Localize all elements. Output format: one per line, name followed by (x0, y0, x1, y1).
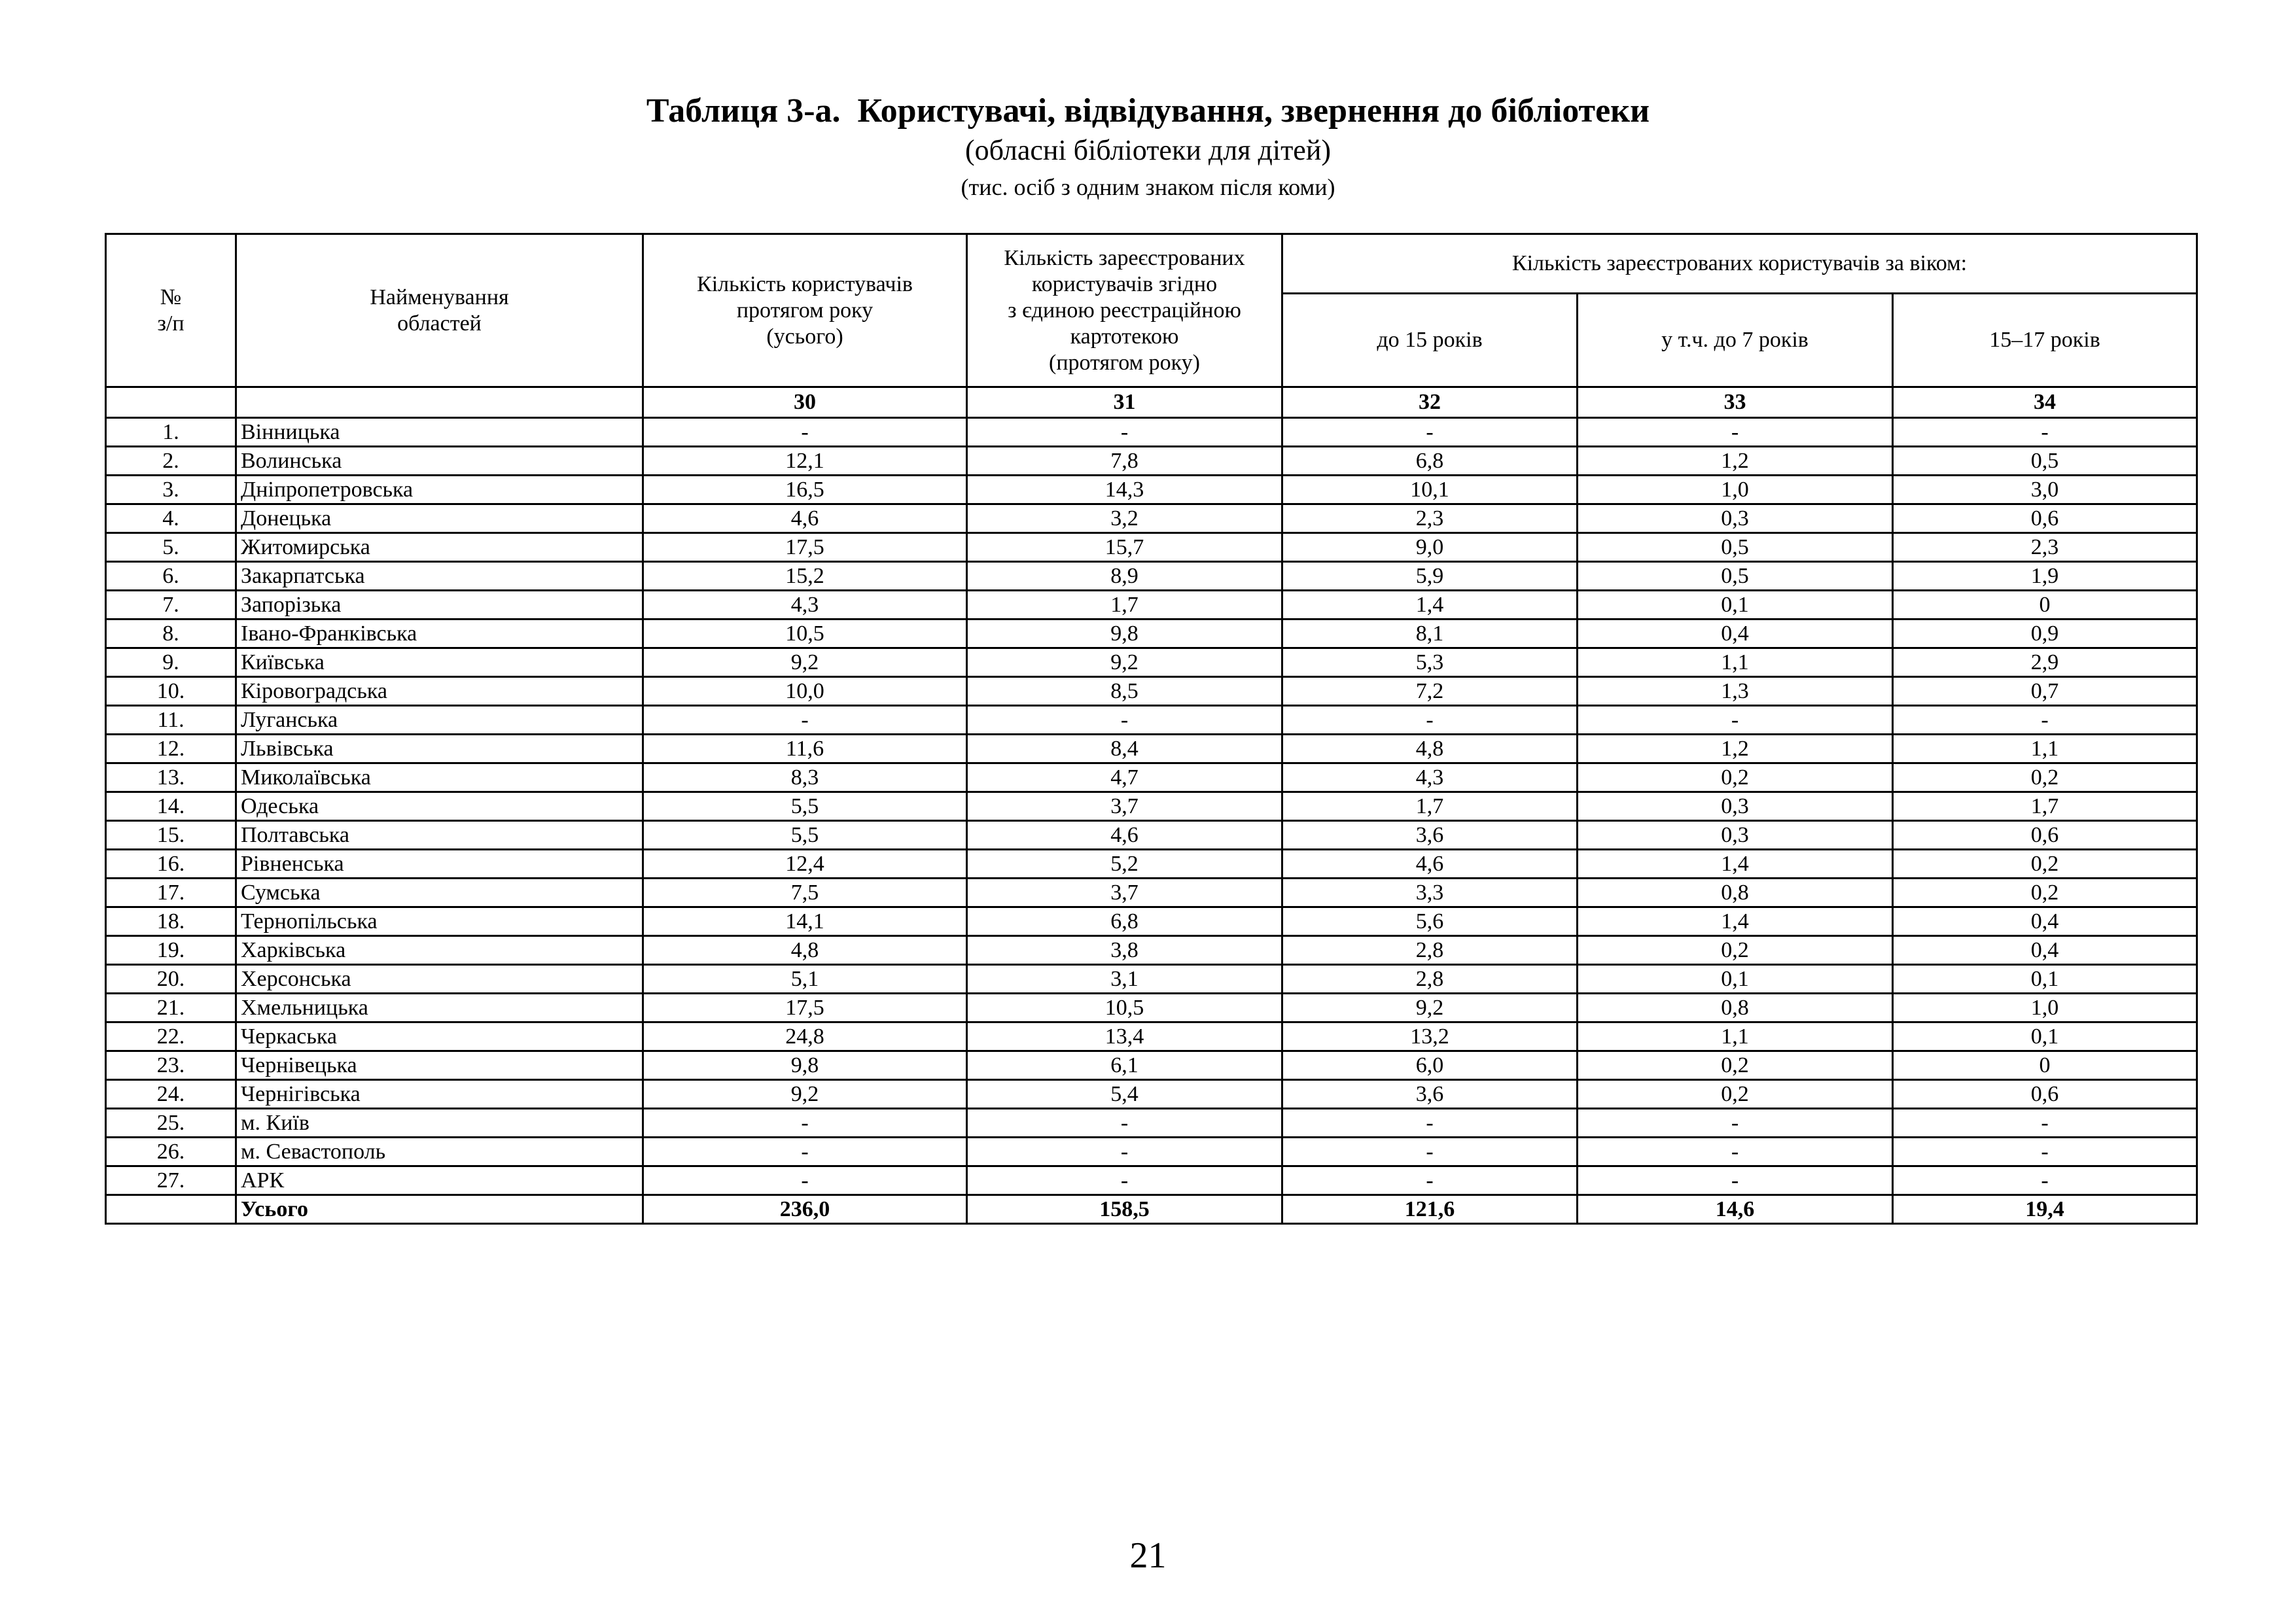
value-cell: - (967, 1138, 1282, 1166)
header-region: Найменування областей (236, 234, 643, 387)
value-cell: 0,1 (1578, 591, 1893, 620)
header-under-7: у т.ч. до 7 років (1578, 294, 1893, 387)
table-row (106, 562, 2197, 591)
table-row (106, 620, 2197, 648)
value-cell: 14,1 (643, 907, 967, 936)
region-name: Львівська (236, 735, 643, 763)
column-number: 30 (643, 387, 967, 418)
value-cell: 0,8 (1578, 994, 1893, 1022)
region-name: Луганська (236, 706, 643, 735)
value-cell: 1,7 (1282, 792, 1578, 821)
value-cell: 6,8 (967, 907, 1282, 936)
region-name: Тернопільська (236, 907, 643, 936)
value-cell: - (967, 706, 1282, 735)
value-cell: 12,1 (643, 447, 967, 476)
row-number: 26. (106, 1138, 236, 1166)
value-cell: - (643, 1109, 967, 1138)
region-name: Миколаївська (236, 763, 643, 792)
value-cell: 5,9 (1282, 562, 1578, 591)
value-cell: 0,5 (1893, 447, 2197, 476)
value-cell: 8,9 (967, 562, 1282, 591)
value-cell: 0,3 (1578, 504, 1893, 533)
column-number: 33 (1578, 387, 1893, 418)
row-number: 13. (106, 763, 236, 792)
row-number: 22. (106, 1022, 236, 1051)
value-cell: - (1282, 1109, 1578, 1138)
region-name: Київська (236, 648, 643, 677)
data-table (105, 233, 2198, 1225)
table-row (106, 965, 2197, 994)
value-cell: 8,1 (1282, 620, 1578, 648)
value-cell: - (1578, 1138, 1893, 1166)
header-blank-num (106, 387, 236, 418)
value-cell: - (643, 418, 967, 447)
table-row (106, 763, 2197, 792)
row-number: 14. (106, 792, 236, 821)
value-cell: 0,1 (1893, 965, 2197, 994)
value-cell: 3,6 (1282, 1080, 1578, 1109)
table-row (106, 706, 2197, 735)
value-cell: 3,7 (967, 792, 1282, 821)
row-number: 4. (106, 504, 236, 533)
value-cell: 4,6 (1282, 850, 1578, 879)
table-row (106, 879, 2197, 907)
region-name: Запорізька (236, 591, 643, 620)
value-cell: 0,4 (1893, 907, 2197, 936)
value-cell: 6,1 (967, 1051, 1282, 1080)
row-number: 1. (106, 418, 236, 447)
value-cell: 1,0 (1578, 476, 1893, 504)
region-name: Сумська (236, 879, 643, 907)
value-cell: - (1893, 706, 2197, 735)
table-row (106, 648, 2197, 677)
value-cell: 0,6 (1893, 1080, 2197, 1109)
value-cell: 4,3 (1282, 763, 1578, 792)
total-value-cell: 121,6 (1282, 1195, 1578, 1224)
value-cell: 0,8 (1578, 879, 1893, 907)
value-cell: 4,8 (643, 936, 967, 965)
header-under-15: до 15 років (1282, 294, 1578, 387)
row-number: 3. (106, 476, 236, 504)
total-row (106, 1195, 2197, 1224)
row-number: 6. (106, 562, 236, 591)
value-cell: 9,8 (643, 1051, 967, 1080)
value-cell: 14,3 (967, 476, 1282, 504)
value-cell: 0,2 (1578, 1080, 1893, 1109)
row-number: 8. (106, 620, 236, 648)
value-cell: 2,8 (1282, 965, 1578, 994)
table-row (106, 677, 2197, 706)
column-number: 31 (967, 387, 1282, 418)
value-cell: 0,2 (1893, 850, 2197, 879)
table-row (106, 994, 2197, 1022)
value-cell: 9,2 (643, 648, 967, 677)
row-number: 24. (106, 1080, 236, 1109)
value-cell: - (643, 1138, 967, 1166)
value-cell: 8,4 (967, 735, 1282, 763)
value-cell: 9,0 (1282, 533, 1578, 562)
value-cell: 0,6 (1893, 504, 2197, 533)
table-row (106, 1051, 2197, 1080)
value-cell: 9,2 (1282, 994, 1578, 1022)
table-row (106, 936, 2197, 965)
value-cell: 9,8 (967, 620, 1282, 648)
region-name: Чернігівська (236, 1080, 643, 1109)
value-cell: 2,3 (1893, 533, 2197, 562)
region-name: Одеська (236, 792, 643, 821)
value-cell: 8,5 (967, 677, 1282, 706)
header-users-total: Кількість користувачів протягом року (усього) (643, 234, 967, 387)
table-row (106, 533, 2197, 562)
value-cell: 3,0 (1893, 476, 2197, 504)
page-number: 21 (1129, 1535, 1167, 1576)
row-number: 9. (106, 648, 236, 677)
value-cell: 0,3 (1578, 821, 1893, 850)
value-cell: 7,5 (643, 879, 967, 907)
value-cell: - (967, 1109, 1282, 1138)
row-number: 15. (106, 821, 236, 850)
region-name: Полтавська (236, 821, 643, 850)
value-cell: 12,4 (643, 850, 967, 879)
column-number: 34 (1893, 387, 2197, 418)
value-cell: - (1893, 1166, 2197, 1195)
value-cell: 9,2 (643, 1080, 967, 1109)
total-number (106, 1195, 236, 1224)
row-number: 17. (106, 879, 236, 907)
value-cell: 3,8 (967, 936, 1282, 965)
value-cell: - (1893, 1109, 2197, 1138)
page-title: Таблиця 3-а. Користувачі, відвідування, звернення до бібліотеки (646, 92, 1650, 130)
value-cell: - (967, 1166, 1282, 1195)
region-name: Кіровоградська (236, 677, 643, 706)
value-cell: 5,6 (1282, 907, 1578, 936)
value-cell: 1,2 (1578, 447, 1893, 476)
region-name: Хмельницька (236, 994, 643, 1022)
value-cell: 5,4 (967, 1080, 1282, 1109)
region-name: Івано-Франківська (236, 620, 643, 648)
value-cell: 0,9 (1893, 620, 2197, 648)
value-cell: 2,9 (1893, 648, 2197, 677)
value-cell: - (1893, 1138, 2197, 1166)
row-number: 12. (106, 735, 236, 763)
value-cell: 10,5 (967, 994, 1282, 1022)
value-cell: 2,3 (1282, 504, 1578, 533)
value-cell: 0,2 (1578, 1051, 1893, 1080)
value-cell: 6,8 (1282, 447, 1578, 476)
value-cell: 5,1 (643, 965, 967, 994)
value-cell: 2,8 (1282, 936, 1578, 965)
total-value-cell: 19,4 (1893, 1195, 2197, 1224)
value-cell: 17,5 (643, 533, 967, 562)
table-row (106, 1080, 2197, 1109)
region-name: м. Київ (236, 1109, 643, 1138)
row-number: 5. (106, 533, 236, 562)
value-cell: 0,1 (1578, 965, 1893, 994)
value-cell: 3,6 (1282, 821, 1578, 850)
row-number: 19. (106, 936, 236, 965)
value-cell: 4,6 (643, 504, 967, 533)
units-note: (тис. осіб з одним знаком після коми) (961, 174, 1335, 200)
region-name: Харківська (236, 936, 643, 965)
region-name: м. Севастополь (236, 1138, 643, 1166)
table-row (106, 1166, 2197, 1195)
header-by-age-group: Кількість зареєстрованих користувачів за віком: (1282, 234, 2197, 294)
value-cell: 11,6 (643, 735, 967, 763)
value-cell: - (1282, 706, 1578, 735)
value-cell: 13,4 (967, 1022, 1282, 1051)
table-row (106, 1022, 2197, 1051)
value-cell: 5,2 (967, 850, 1282, 879)
table-body (106, 418, 2197, 1224)
region-name: Волинська (236, 447, 643, 476)
table-row (106, 504, 2197, 533)
value-cell: 7,8 (967, 447, 1282, 476)
page-subtitle: (обласні бібліотеки для дітей) (964, 134, 1332, 166)
region-name: Вінницька (236, 418, 643, 447)
value-cell: 5,5 (643, 821, 967, 850)
value-cell: 4,3 (643, 591, 967, 620)
value-cell: 4,8 (1282, 735, 1578, 763)
value-cell: 1,1 (1578, 1022, 1893, 1051)
value-cell: 0 (1893, 1051, 2197, 1080)
region-name: Черкаська (236, 1022, 643, 1051)
value-cell: 1,1 (1893, 735, 2197, 763)
value-cell: 3,7 (967, 879, 1282, 907)
table-row (106, 1138, 2197, 1166)
value-cell: 1,1 (1578, 648, 1893, 677)
row-number: 23. (106, 1051, 236, 1080)
header-registered: Кількість зареєстрованих користувачів згідно з єдиною реєстраційною картотекою (протягом року) (967, 234, 1282, 387)
value-cell: 17,5 (643, 994, 967, 1022)
value-cell: - (1578, 418, 1893, 447)
header-age-15-17: 15–17 років (1893, 294, 2197, 387)
value-cell: 15,7 (967, 533, 1282, 562)
row-number: 7. (106, 591, 236, 620)
value-cell: 10,1 (1282, 476, 1578, 504)
title-block (0, 90, 2296, 203)
table-row (106, 850, 2197, 879)
region-name: Житомирська (236, 533, 643, 562)
total-value-cell: 158,5 (967, 1195, 1282, 1224)
value-cell: 1,9 (1893, 562, 2197, 591)
region-name: Дніпропетровська (236, 476, 643, 504)
value-cell: 0,2 (1893, 763, 2197, 792)
value-cell: - (643, 1166, 967, 1195)
table-row (106, 476, 2197, 504)
table-row (106, 1109, 2197, 1138)
row-number: 16. (106, 850, 236, 879)
row-number: 18. (106, 907, 236, 936)
header-blank-region (236, 387, 643, 418)
value-cell: 1,7 (1893, 792, 2197, 821)
region-name: Херсонська (236, 965, 643, 994)
row-number: 2. (106, 447, 236, 476)
value-cell: - (967, 418, 1282, 447)
value-cell: 15,2 (643, 562, 967, 591)
region-name: АРК (236, 1166, 643, 1195)
value-cell: 0,4 (1893, 936, 2197, 965)
value-cell: 0,2 (1893, 879, 2197, 907)
table-row (106, 735, 2197, 763)
region-name: Донецька (236, 504, 643, 533)
value-cell: - (1578, 1109, 1893, 1138)
value-cell: - (1282, 1166, 1578, 1195)
value-cell: - (643, 706, 967, 735)
table-header (106, 234, 2197, 418)
value-cell: 5,5 (643, 792, 967, 821)
total-value-cell: 236,0 (643, 1195, 967, 1224)
column-number: 32 (1282, 387, 1578, 418)
value-cell: 1,0 (1893, 994, 2197, 1022)
value-cell: 16,5 (643, 476, 967, 504)
value-cell: 13,2 (1282, 1022, 1578, 1051)
value-cell: 0,4 (1578, 620, 1893, 648)
value-cell: 0 (1893, 591, 2197, 620)
row-number: 21. (106, 994, 236, 1022)
value-cell: 10,5 (643, 620, 967, 648)
total-value-cell: 14,6 (1578, 1195, 1893, 1224)
value-cell: 0,5 (1578, 562, 1893, 591)
value-cell: - (1578, 706, 1893, 735)
region-name: Закарпатська (236, 562, 643, 591)
value-cell: 3,2 (967, 504, 1282, 533)
region-name: Рівненська (236, 850, 643, 879)
total-label: Усього (236, 1195, 643, 1224)
value-cell: 9,2 (967, 648, 1282, 677)
row-number: 25. (106, 1109, 236, 1138)
value-cell: 1,2 (1578, 735, 1893, 763)
value-cell: 0,6 (1893, 821, 2197, 850)
value-cell: 1,7 (967, 591, 1282, 620)
row-number: 11. (106, 706, 236, 735)
value-cell: 4,6 (967, 821, 1282, 850)
value-cell: 3,1 (967, 965, 1282, 994)
row-number: 10. (106, 677, 236, 706)
table-row (106, 591, 2197, 620)
value-cell: 5,3 (1282, 648, 1578, 677)
value-cell: - (1282, 418, 1578, 447)
value-cell: 0,2 (1578, 936, 1893, 965)
table-row (106, 821, 2197, 850)
table-row (106, 792, 2197, 821)
value-cell: 0,1 (1893, 1022, 2197, 1051)
value-cell: 4,7 (967, 763, 1282, 792)
table-row (106, 447, 2197, 476)
header-num: № з/п (106, 234, 236, 387)
value-cell: 7,2 (1282, 677, 1578, 706)
value-cell: 8,3 (643, 763, 967, 792)
table-row (106, 907, 2197, 936)
value-cell: 6,0 (1282, 1051, 1578, 1080)
value-cell: 1,3 (1578, 677, 1893, 706)
value-cell: 24,8 (643, 1022, 967, 1051)
value-cell: 10,0 (643, 677, 967, 706)
value-cell: - (1893, 418, 2197, 447)
value-cell: - (1282, 1138, 1578, 1166)
row-number: 27. (106, 1166, 236, 1195)
value-cell: 0,3 (1578, 792, 1893, 821)
value-cell: 0,7 (1893, 677, 2197, 706)
value-cell: 3,3 (1282, 879, 1578, 907)
table-row (106, 418, 2197, 447)
value-cell: 1,4 (1578, 850, 1893, 879)
value-cell: 1,4 (1282, 591, 1578, 620)
value-cell: - (1578, 1166, 1893, 1195)
value-cell: 0,5 (1578, 533, 1893, 562)
row-number: 20. (106, 965, 236, 994)
region-name: Чернівецька (236, 1051, 643, 1080)
value-cell: 1,4 (1578, 907, 1893, 936)
value-cell: 0,2 (1578, 763, 1893, 792)
